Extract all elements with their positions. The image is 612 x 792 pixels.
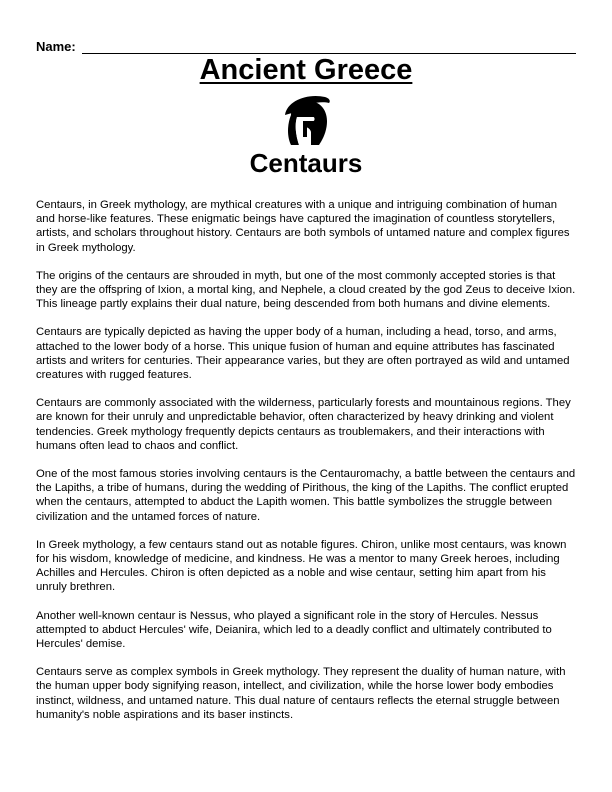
paragraph: In Greek mythology, a few centaurs stand out as notable figures. Chiron, unlike most centaurs, was known for his wisdom, knowledge of medicine, and kindness. He was a mentor to many Greek heroes, including Achilles and Hercules. Chiron is often depicted as a noble and wise centaur, setting him apart from his unruly brethren.	[36, 538, 567, 594]
article-body	[36, 198, 578, 736]
spartan-helmet-icon	[277, 93, 333, 149]
paragraph: Centaurs, in Greek mythology, are mythical creatures with a unique and intriguing combination of human and horse-like features. These enigmatic beings have captured the imagination of countless storytellers, artists, and scholars throughout history. Centaurs are both symbols of untamed nature and complex figures in Greek mythology.	[36, 199, 570, 254]
paragraph: Centaurs are commonly associated with the wilderness, particularly forests and mountainous regions. They are known for their unruly and unpredictable behavior, often characterized by heavy drinking and violent tendencies. Greek mythology frequently depicts centaurs as troublemakers, and their interactions with humans often lead to chaos and conflict.	[36, 397, 571, 452]
name-label: Name:	[36, 39, 76, 54]
paragraph: Centaurs serve as complex symbols in Greek mythology. They represent the duality of human nature, with the human upper body signifying reason, intellect, and civilization, while the horse lower body embodies instinct, wildness, and untamed nature. This dual nature of centaurs reflects the eternal struggle between humanity's noble aspirations and its baser instincts.	[36, 666, 566, 721]
name-row	[36, 36, 576, 54]
paragraph: Centaurs are typically depicted as having the upper body of a human, including a head, torso, and arms, attached to the lower body of a horse. This unique fusion of human and equine attributes has fascinated artists and writers for centuries. Their appearance varies, but they are often portrayed as wild and untamed creatures with rugged features.	[36, 326, 570, 382]
paragraph: Another well-known centaur is Nessus, who played a significant role in the story of Hercules. Nessus attempted to abduct Hercules' wife, Deianira, which led to a deadly conflict and ultimately contributed to Hercules' demise.	[36, 609, 552, 651]
paragraph: The origins of the centaurs are shrouded in myth, but one of the most commonly accepted stories is that they are the offspring of Ixion, a mortal king, and Nephele, a cloud created by the god Zeus to deceive Ixion. This lineage partly explains their dual nature, being descended from both humans and divine elements.	[36, 269, 576, 311]
paragraph: One of the most famous stories involving centaurs is the Centauromachy, a battle between the centaurs and the Lapiths, a tribe of humans, during the wedding of Pirithous, the king of the Lapiths. The conflict erupted when the centaurs, attempted to abduct the Lapith women. This battle symbolizes the struggle between civilization and the untamed forces of nature.	[36, 468, 576, 523]
page-title	[0, 53, 612, 87]
section-title: Centaurs	[249, 148, 363, 178]
page-title-text: Ancient Greece	[199, 54, 413, 86]
